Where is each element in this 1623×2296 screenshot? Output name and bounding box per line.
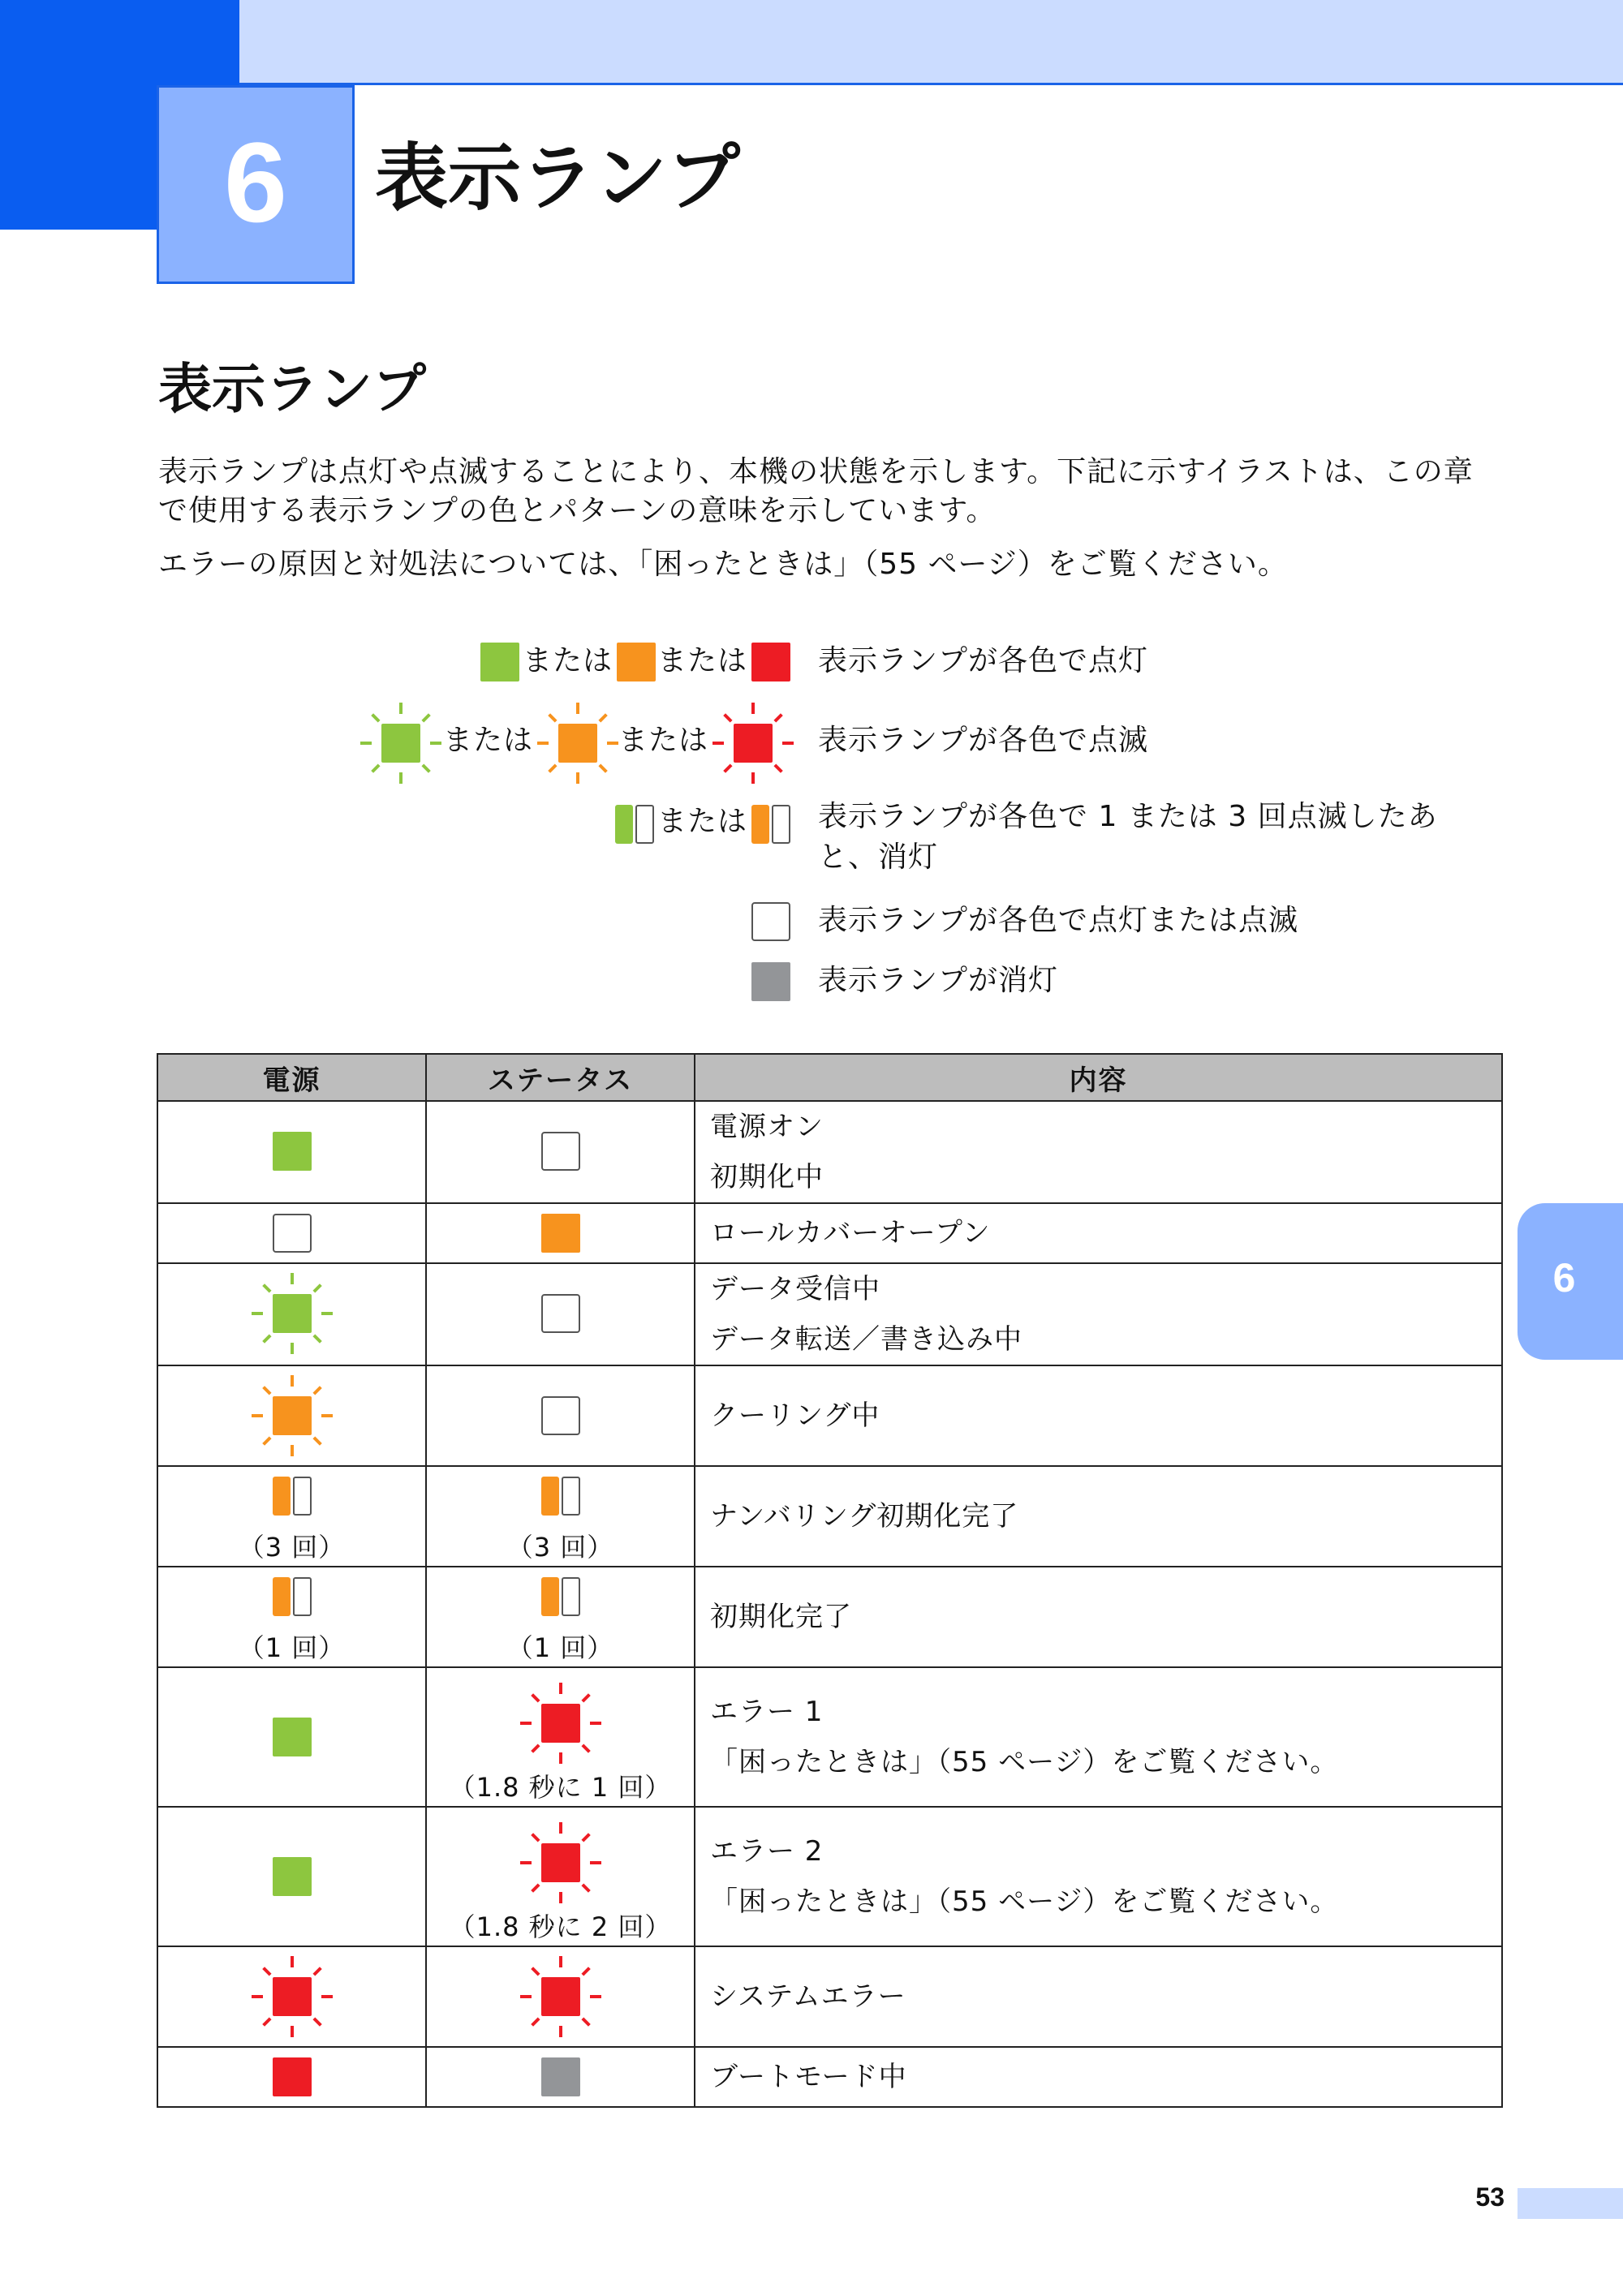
orange-lamp-icon — [541, 1214, 580, 1253]
orange-flash-icon — [751, 805, 790, 844]
legend-or: または — [657, 805, 748, 838]
content-line: 電源オン — [710, 1111, 824, 1143]
legend-desc-any: 表示ランプが各色で点灯または点滅 — [818, 904, 1299, 937]
content-cell — [695, 1807, 1502, 1946]
any-state-lamp-icon — [751, 902, 790, 941]
power-caption: （3 回） — [238, 1532, 346, 1563]
green-blink-icon — [248, 1269, 337, 1358]
chapter-side-tab-number: 6 — [1552, 1255, 1576, 1301]
status-cell — [426, 1946, 695, 2047]
table-row — [157, 2047, 1502, 2107]
status-cell — [426, 1807, 695, 1946]
green-lamp-icon — [273, 1132, 312, 1171]
orange-flash-icon — [273, 1577, 312, 1616]
content-line: システムエラー — [710, 1980, 906, 2013]
table-row — [157, 1807, 1502, 1946]
content-line: ブートモード中 — [710, 2061, 907, 2093]
legend-or: または — [523, 644, 613, 677]
content-line: データ転送／書き込み中 — [710, 1323, 1022, 1356]
legend-or: または — [657, 644, 748, 677]
table-row — [157, 1466, 1502, 1567]
table-header-row — [157, 1054, 1502, 1101]
content-cell — [695, 1203, 1502, 1263]
table-row — [157, 1203, 1502, 1263]
content-line: エラー 1 — [710, 1696, 824, 1728]
column-header-status: ステータス — [426, 1054, 695, 1101]
table-row — [157, 1101, 1502, 1203]
power-cell — [157, 1466, 426, 1567]
red-blink-icon — [708, 699, 798, 788]
power-cell — [157, 1567, 426, 1667]
content-cell — [695, 1567, 1502, 1667]
green-lamp-icon — [480, 643, 519, 681]
status-cell — [426, 1567, 695, 1667]
lamp-unlit-icon — [541, 1396, 580, 1435]
status-cell — [426, 1667, 695, 1807]
status-cell — [426, 1466, 695, 1567]
page-number-bar — [1518, 2188, 1623, 2219]
legend-desc-blink: 表示ランプが各色で点滅 — [818, 724, 1149, 757]
red-lamp-icon — [273, 2057, 312, 2096]
legend-desc-flash-line2: と、消灯 — [818, 841, 939, 874]
lamp-unlit-icon — [541, 1294, 580, 1333]
content-line: 「困ったときは」（55 ページ）をご覧ください。 — [710, 1885, 1339, 1918]
power-cell — [157, 1365, 426, 1466]
red-blink-icon — [516, 1818, 605, 1907]
green-blink-icon — [356, 699, 446, 788]
orange-flash-icon — [541, 1577, 580, 1616]
orange-flash-icon — [273, 1477, 312, 1516]
content-cell — [695, 1667, 1502, 1807]
status-cell — [426, 1263, 695, 1365]
status-caption: （1 回） — [506, 1632, 614, 1663]
status-cell — [426, 1203, 695, 1263]
intro-paragraph: 表示ランプは点灯や点滅することにより、本機の状態を示します。下記に示すイラストは、この章で使用する表示ランプの色とパターンの意味を示しています。 — [158, 455, 1474, 527]
legend-desc-off: 表示ランプが消灯 — [818, 964, 1059, 997]
table-row — [157, 1365, 1502, 1466]
table-row — [157, 1667, 1502, 1807]
table-row — [157, 1946, 1502, 2047]
orange-blink-icon — [533, 699, 622, 788]
orange-flash-icon — [541, 1477, 580, 1516]
power-cell — [157, 1203, 426, 1263]
section-title: 表示ランプ — [158, 358, 426, 420]
orange-blink-icon — [248, 1371, 337, 1460]
red-blink-icon — [516, 1679, 605, 1768]
content-line: クーリング中 — [710, 1400, 880, 1432]
column-header-content: 内容 — [695, 1054, 1502, 1101]
legend-desc-flash-line1: 表示ランプが各色で 1 または 3 回点滅したあ — [818, 800, 1438, 833]
content-cell — [695, 2047, 1502, 2107]
status-caption: （1.8 秒に 1 回） — [449, 1772, 672, 1803]
content-line: 初期化完了 — [710, 1601, 852, 1633]
table-row — [157, 1263, 1502, 1365]
lamp-unlit-icon — [541, 1132, 580, 1171]
content-line: エラー 2 — [710, 1835, 824, 1868]
status-caption: （1.8 秒に 2 回） — [449, 1911, 672, 1942]
red-blink-icon — [248, 1952, 337, 2041]
chapter-title: 表示ランプ — [375, 135, 740, 221]
content-line: 初期化中 — [710, 1161, 824, 1193]
power-cell — [157, 2047, 426, 2107]
table-row — [157, 1567, 1502, 1667]
power-caption: （1 回） — [238, 1632, 346, 1663]
lamp-off-icon — [751, 962, 790, 1001]
content-cell — [695, 1946, 1502, 2047]
legend-or: または — [443, 724, 534, 757]
status-cell — [426, 1365, 695, 1466]
content-line: 「困ったときは」（55 ページ）をご覧ください。 — [710, 1746, 1339, 1778]
status-cell — [426, 2047, 695, 2107]
content-cell — [695, 1365, 1502, 1466]
lamp-unlit-icon — [273, 1214, 312, 1253]
green-lamp-icon — [273, 1718, 312, 1756]
content-line: ロールカバーオープン — [710, 1217, 991, 1249]
power-cell — [157, 1263, 426, 1365]
green-lamp-icon — [273, 1857, 312, 1896]
power-cell — [157, 1807, 426, 1946]
green-flash-icon — [615, 805, 654, 844]
content-line: データ受信中 — [710, 1273, 880, 1305]
power-cell — [157, 1101, 426, 1203]
orange-lamp-icon — [617, 643, 656, 681]
chapter-number: 6 — [224, 118, 287, 246]
lamp-status-table — [157, 1053, 1503, 2108]
content-cell — [695, 1101, 1502, 1203]
status-cell — [426, 1101, 695, 1203]
content-cell — [695, 1466, 1502, 1567]
page-number: 53 — [1475, 2182, 1505, 2212]
power-cell — [157, 1667, 426, 1807]
status-caption: （3 回） — [506, 1532, 614, 1563]
intro-reference: エラーの原因と対処法については、「困ったときは」（55 ページ）をご覧ください。 — [158, 548, 1288, 581]
power-cell — [157, 1946, 426, 2047]
red-blink-icon — [516, 1952, 605, 2041]
legend-desc-on: 表示ランプが各色で点灯 — [818, 644, 1149, 677]
content-cell — [695, 1263, 1502, 1365]
red-lamp-icon — [751, 643, 790, 681]
lamp-off-icon — [541, 2057, 580, 2096]
legend-or: または — [618, 724, 709, 757]
header-band — [239, 0, 1623, 85]
column-header-power: 電源 — [157, 1054, 426, 1101]
content-line: ナンバリング初期化完了 — [710, 1500, 1019, 1533]
